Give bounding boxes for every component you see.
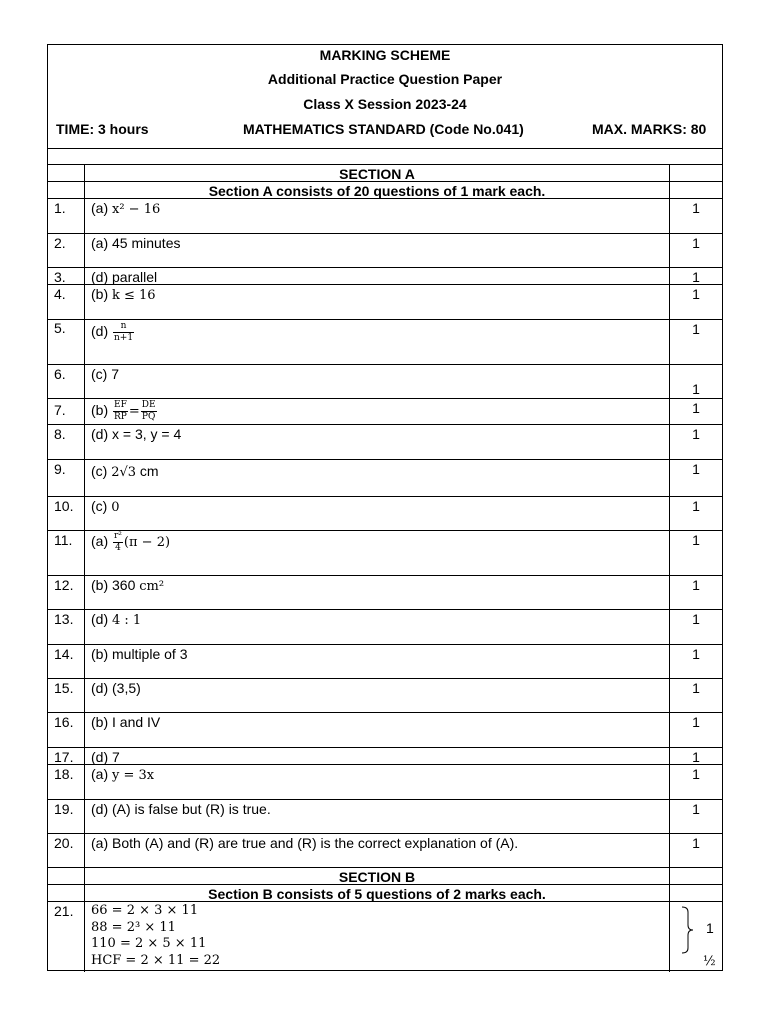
- answer-text: k ≤ 16: [112, 288, 156, 303]
- table-row: [48, 800, 722, 834]
- question-number: 20.: [48, 834, 85, 867]
- answer-cell: [85, 285, 670, 319]
- question-number: 12.: [48, 576, 85, 609]
- table-row: [48, 765, 722, 800]
- answer-text: 7: [111, 366, 120, 382]
- answer-cell: [85, 268, 670, 284]
- question-number: 11.: [48, 531, 85, 575]
- table-row: [48, 610, 722, 645]
- answer-cell: [85, 576, 670, 609]
- option-label: (d): [91, 680, 112, 696]
- question-number: 1.: [48, 199, 85, 233]
- answer-cell: [85, 399, 670, 424]
- marks: 1: [692, 577, 700, 593]
- answer-cell: [85, 610, 670, 644]
- working-line: 88 = 2³ × 11: [91, 919, 176, 935]
- marks: 1: [692, 269, 700, 285]
- section-b-title-row: [48, 868, 722, 885]
- option-label: (c): [91, 498, 112, 514]
- fraction: $\frac{EF}{RP}$: [114, 400, 127, 422]
- section-a-subtitle-row: [48, 182, 722, 199]
- table-row: [48, 497, 722, 531]
- marks: 1: [692, 461, 700, 477]
- section-a-title-row: [48, 165, 722, 182]
- table-row: [48, 679, 722, 713]
- option-label: (a): [91, 766, 112, 782]
- fraction: $\frac{\text{r²}}{4}$: [114, 531, 122, 553]
- table-row: [48, 531, 722, 576]
- spacer-row: [48, 149, 722, 165]
- marks: 1: [692, 835, 700, 851]
- option-label: (d): [91, 323, 112, 340]
- marks: 1: [692, 381, 700, 397]
- table-row: [48, 285, 722, 320]
- table-row: [48, 268, 722, 285]
- table-row: [48, 902, 722, 972]
- marks: 1: [692, 400, 700, 416]
- question-number: 7.: [48, 399, 85, 424]
- answer-text: 2√3: [111, 465, 137, 480]
- answer-text: 7: [112, 749, 120, 765]
- equals-sign: =: [128, 404, 140, 420]
- option-label: (c): [91, 366, 112, 382]
- table-row: [48, 199, 722, 234]
- answer-cell: [85, 679, 670, 712]
- section-a-title: SECTION A: [85, 165, 670, 181]
- option-label: (c): [91, 463, 112, 479]
- answer-text: (3,5): [112, 680, 141, 696]
- marking-scheme-sheet: [47, 44, 723, 971]
- answer-text: 0: [111, 500, 120, 515]
- option-label: (a): [91, 200, 112, 216]
- question-number: 6.: [48, 365, 85, 398]
- table-row: [48, 320, 722, 365]
- option-label: (a): [91, 533, 112, 550]
- table-row: [48, 425, 722, 460]
- answer-cell: [85, 365, 670, 398]
- question-number: 14.: [48, 645, 85, 678]
- answer-cell: [85, 645, 670, 678]
- marks: 1: [692, 235, 700, 251]
- table-row: [48, 576, 722, 610]
- option-label: (b): [91, 286, 112, 302]
- question-number: 15.: [48, 679, 85, 712]
- answer-cell: [85, 460, 670, 496]
- max-marks: MAX. MARKS: 80: [592, 121, 707, 137]
- marks: 1: [692, 646, 700, 662]
- table-row: [48, 234, 722, 268]
- working-line: HCF = 2 × 11 = 22: [91, 952, 221, 968]
- marks: 1: [692, 801, 700, 817]
- marks: 1: [692, 611, 700, 627]
- marks: 1: [692, 532, 700, 548]
- subject-code: MATHEMATICS STANDARD (Code No.041): [243, 121, 524, 137]
- marks: 1: [692, 498, 700, 514]
- fraction: $\frac{n}{n+1}$: [114, 321, 134, 343]
- answer-cell: [85, 497, 670, 530]
- answer-cell: [85, 320, 670, 364]
- question-number: 21.: [48, 902, 85, 972]
- answer-text: 45 minutes: [112, 235, 181, 251]
- option-label: (d): [91, 611, 112, 627]
- class-session: Class X Session 2023-24: [303, 96, 467, 112]
- time-allowed: TIME: 3 hours: [56, 121, 149, 137]
- option-label: (a): [91, 235, 112, 251]
- marks: 1: [692, 286, 700, 302]
- curly-brace-icon: [681, 906, 695, 954]
- marks: 1: [692, 766, 700, 782]
- table-row: [48, 460, 722, 497]
- answer-cell: [85, 713, 670, 747]
- answer-cell: [85, 834, 670, 867]
- document-title: MARKING SCHEME: [319, 47, 451, 63]
- table-row: [48, 748, 722, 765]
- question-number: 18.: [48, 765, 85, 799]
- question-number: 13.: [48, 610, 85, 644]
- answer-cell: [85, 199, 670, 233]
- marks: 1: [706, 920, 714, 936]
- question-number: 17.: [48, 748, 85, 764]
- working-line: 66 = 2 × 3 × 11: [91, 903, 199, 918]
- document-header: [48, 45, 722, 149]
- answer-cell: [85, 234, 670, 267]
- table-row: [48, 645, 722, 679]
- answer-text: Both (A) and (R) are true and (R) is the correct explanation of (A).: [112, 835, 519, 851]
- question-number: 3.: [48, 268, 85, 284]
- option-label: (a): [91, 835, 112, 851]
- answer-unit: cm²: [139, 579, 165, 594]
- question-number: 5.: [48, 320, 85, 364]
- answer-text: parallel: [112, 269, 158, 285]
- option-label: (d): [91, 801, 112, 817]
- question-number: 9.: [48, 460, 85, 496]
- answer-text: multiple of 3: [112, 646, 188, 662]
- answer-value: 360: [112, 577, 140, 593]
- marks: 1: [692, 680, 700, 696]
- table-row: [48, 365, 722, 399]
- option-label: (d): [91, 426, 112, 442]
- option-label: (d): [91, 749, 112, 765]
- option-label: (b): [91, 402, 112, 419]
- marks: 1: [692, 321, 700, 337]
- marks: 1: [692, 200, 700, 216]
- answer-text: y = 3x: [112, 768, 155, 783]
- option-label: (b): [91, 577, 112, 593]
- section-a-subtitle: Section A consists of 20 questions of 1 mark each.: [85, 182, 670, 198]
- answer-cell: [85, 425, 670, 459]
- option-label: (b): [91, 714, 112, 730]
- answer-cell: [85, 748, 670, 764]
- section-b-subtitle-row: [48, 885, 722, 902]
- answer-cell: [85, 902, 670, 972]
- section-b-title: SECTION B: [85, 868, 670, 884]
- question-number: 2.: [48, 234, 85, 267]
- answer-text: (π − 2): [123, 535, 171, 551]
- marks: 1: [692, 749, 700, 765]
- answer-cell: [85, 531, 670, 575]
- table-row: [48, 399, 722, 425]
- marks-cell: [670, 902, 722, 972]
- question-number: 8.: [48, 425, 85, 459]
- fraction: $\frac{DE}{PQ}$: [141, 400, 156, 422]
- table-row: [48, 713, 722, 748]
- answer-cell: [85, 765, 670, 799]
- marks: 1: [692, 714, 700, 730]
- document-subtitle: Additional Practice Question Paper: [267, 71, 503, 87]
- unit-text: cm: [136, 463, 159, 479]
- table-row: [48, 834, 722, 868]
- question-number: 19.: [48, 800, 85, 833]
- option-label: (b): [91, 646, 112, 662]
- section-b-subtitle: Section B consists of 5 questions of 2 marks each.: [85, 885, 670, 901]
- answer-text: x = 3, y = 4: [112, 426, 182, 442]
- answer-cell: [85, 800, 670, 833]
- answer-text: x² − 16: [112, 202, 161, 217]
- answer-text: 4 : 1: [112, 613, 142, 628]
- option-label: (d): [91, 269, 112, 285]
- marks: 1: [692, 426, 700, 442]
- answer-text: I and IV: [112, 714, 161, 730]
- question-number: 4.: [48, 285, 85, 319]
- question-number: 10.: [48, 497, 85, 530]
- question-number: 16.: [48, 713, 85, 747]
- working-line: 110 = 2 × 5 × 11: [91, 936, 207, 951]
- answer-text: (A) is false but (R) is true.: [112, 801, 271, 817]
- marks: ½: [703, 954, 716, 969]
